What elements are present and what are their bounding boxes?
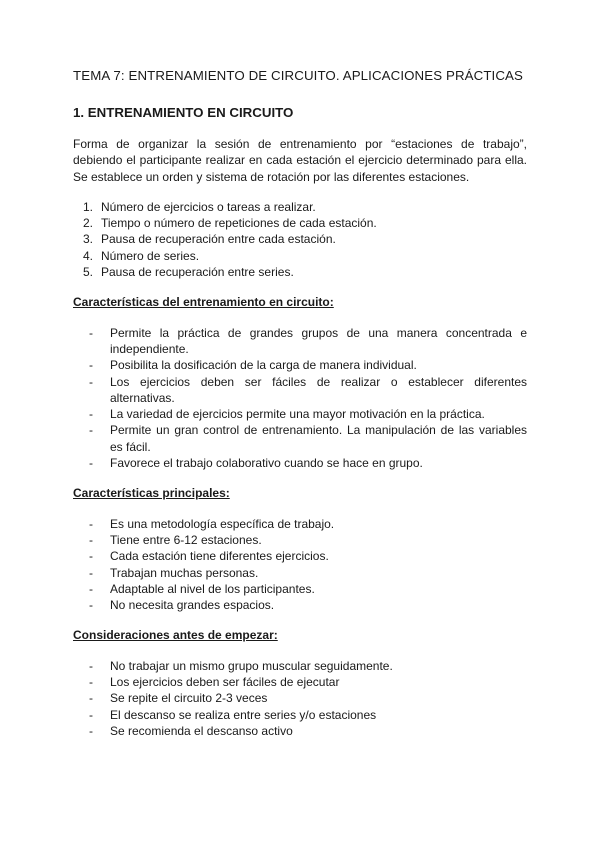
bullet-list-principales [73, 516, 527, 614]
document-title: TEMA 7: ENTRENAMIENTO DE CIRCUITO. APLICACIONES PRÁCTICAS [73, 68, 523, 83]
document-page [73, 66, 527, 739]
list-item: - Permite la práctica de grandes grupos de una manera concentrada e independiente. [89, 325, 527, 356]
list-item: 3. Pausa de recuperación entre cada estación. [83, 232, 336, 247]
list-item: - La variedad de ejercicios permite una mayor motivación en la práctica. [89, 407, 485, 422]
list-item: - Tiene entre 6-12 estaciones. [89, 532, 262, 547]
list-item: - No trabajar un mismo grupo muscular seguidamente. [89, 658, 393, 673]
list-item: - Permite un gran control de entrenamiento. La manipulación de las variables es fácil. [89, 423, 527, 454]
list-item: 5. Pausa de recuperación entre series. [83, 265, 294, 280]
list-item: - Los ejercicios deben ser fáciles de realizar o establecer diferentes alternativas. [89, 374, 527, 405]
list-item: - Se repite el circuito 2-3 veces [89, 691, 268, 706]
list-item: - Trabajan muchas personas. [89, 565, 259, 580]
list-item: 2. Tiempo o número de repeticiones de cada estación. [83, 216, 377, 231]
list-item: - No necesita grandes espacios. [89, 598, 275, 613]
list-item: - Se recomienda el descanso activo [89, 723, 293, 738]
subheading-caracteristicas-circuito: Características del entrenamiento en circuito: [73, 295, 334, 310]
intro-paragraph: Forma de organizar la sesión de entrenamiento por “estaciones de trabajo”, debiendo el participante realizar en cada estación el ejercicio determinado para ella. Se establece un orden y sistema de rotación por las diferentes estaciones. [73, 137, 527, 184]
list-item: - Posibilita la dosificación de la carga de manera individual. [89, 358, 417, 373]
subheading-caracteristicas-principales: Características principales: [73, 486, 230, 501]
list-item: 4. Número de series. [83, 248, 200, 263]
list-item: - El descanso se realiza entre series y/o estaciones [89, 707, 377, 722]
bullet-list-consideraciones [73, 658, 527, 739]
list-item: - Cada estación tiene diferentes ejercicios. [89, 549, 329, 564]
list-item: - Adaptable al nivel de los participantes. [89, 581, 315, 596]
list-item: 1. Número de ejercicios o tareas a realizar. [83, 199, 316, 214]
list-item: - Es una metodología específica de trabajo. [89, 516, 335, 531]
bullet-list-circuito [73, 325, 527, 472]
subheading-consideraciones: Consideraciones antes de empezar: [73, 628, 278, 643]
list-item: - Favorece el trabajo colaborativo cuando se hace en grupo. [89, 456, 423, 471]
section-heading: 1. ENTRENAMIENTO EN CIRCUITO [73, 105, 294, 120]
list-item: - Los ejercicios deben ser fáciles de ejecutar [89, 675, 340, 690]
numbered-list [73, 199, 527, 280]
